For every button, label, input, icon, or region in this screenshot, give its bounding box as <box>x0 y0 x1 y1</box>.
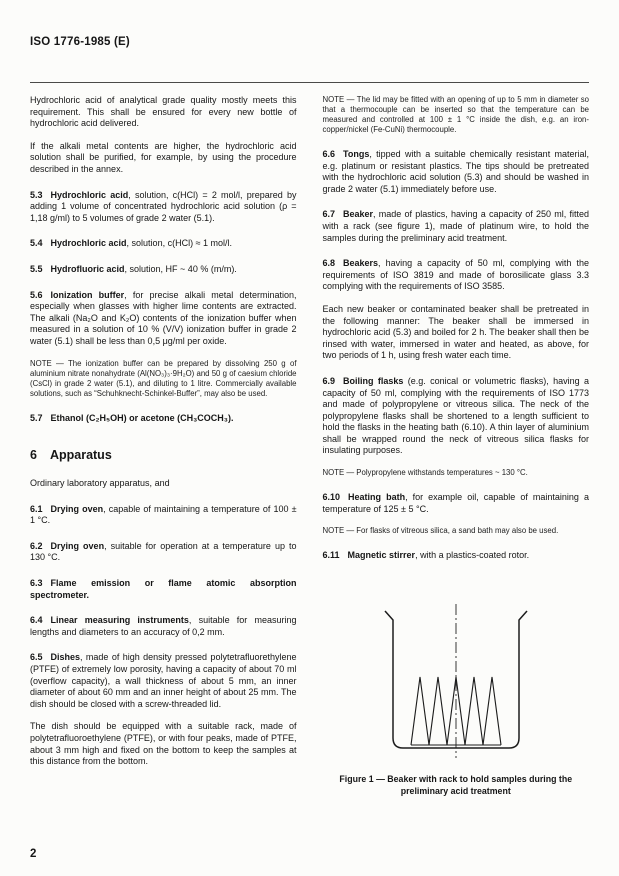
clause-term: Heating bath <box>348 492 406 503</box>
clause-term: Dishes <box>50 652 81 663</box>
section-number: 6 <box>30 448 37 463</box>
clause-6-2 <box>30 541 297 564</box>
clause-number: 6.6 <box>322 149 336 159</box>
clause-number: 6.10 <box>322 492 341 503</box>
clause-text: , solution, c(HCl) = 2 mol/l, prepared by adding 1 volume of concentrated hydrochloric acid solution (ρ = 1,18 g/ml) to 5 volumes of grade 2 water (5.1). <box>30 189 297 223</box>
page-number: 2 <box>30 848 37 860</box>
clause-number: 6.3 <box>30 578 43 589</box>
clause-text: , capable of maintaining a temperature of 100 ± 1 °C. <box>30 503 297 526</box>
clause-6-8 <box>323 258 590 293</box>
clause-number: 6.8 <box>322 258 336 269</box>
two-column-layout <box>30 95 589 798</box>
clause-6-10 <box>323 492 590 515</box>
clause-number: 6.9 <box>322 375 336 386</box>
section-6-heading <box>30 448 297 462</box>
clause-number: 5.4 <box>30 238 43 249</box>
clause-number: 6.5 <box>30 652 43 663</box>
clause-number: 6.4 <box>30 615 43 626</box>
paragraph: Each new beaker or contaminated beaker shall be pretreated in the following manner: The beaker shall be immersed in hydrochloric acid (5.3) and boiled for 2 h. The beaker shall then be rinsed with water, immersed in water and heated, as above, for two periods of 1 h, using fresh water each time. <box>322 303 589 361</box>
clause-number: 5.7 <box>30 412 43 423</box>
clause-text: , with a plastics-coated rotor. <box>415 550 530 561</box>
clause-text: , solution, HF ~ 40 % (m/m). <box>124 263 237 274</box>
clause-text: , made of plastics, having a capacity of 250 ml, fitted with a rack (see figure 1), made of platinum wire, to hold the samples during the preliminary acid treatment. <box>322 209 589 243</box>
clause-term: Drying oven <box>50 540 105 551</box>
clause-5-7 <box>30 413 297 425</box>
clause-number: 5.6 <box>30 289 43 300</box>
clause-number: 5.3 <box>30 189 43 200</box>
clause-6-6 <box>323 149 590 195</box>
clause-term: Hydrofluoric acid <box>50 263 125 274</box>
note: NOTE — For flasks of vitreous silica, a sand bath may also be used. <box>322 526 559 536</box>
clause-term: Boiling flasks <box>343 375 404 386</box>
section-title: Apparatus <box>49 448 112 463</box>
clause-term: Beakers <box>343 258 379 269</box>
clause-number: 6.2 <box>30 540 43 551</box>
note: NOTE — Polypropylene withstands temperatures ~ 130 °C. <box>322 468 528 478</box>
left-column <box>30 95 297 798</box>
clause-number: 6.7 <box>322 209 336 220</box>
clause-term: Beaker <box>343 209 374 220</box>
clause-6-5 <box>30 652 297 710</box>
clause-text: , solution, c(HCl) ≈ 1 mol/l. <box>126 238 233 249</box>
clause-6-3 <box>30 578 297 601</box>
note: NOTE — The lid may be fitted with an opening of up to 5 mm in diameter so that a thermocouple can be inserted so that the temperature can be measured and controlled at 100 ± 1 °C inside the dish, e.g. an iron-copper/nickel (Fe-CuNi) thermocouple. <box>322 95 589 134</box>
clause-6-11 <box>323 550 590 562</box>
clause-5-6 <box>30 290 297 348</box>
clause-text: , suitable for operation at a temperature up to 130 °C. <box>30 540 297 563</box>
paragraph: If the alkali metal contents are higher, the hydrochloric acid solution shall be purified, for example, by using the procedure described in the annex. <box>30 140 297 174</box>
clause-term: Magnetic stirrer <box>347 550 416 561</box>
clause-text: , made of high density pressed polytetrafluorethylene (PTFE) of extremely low porosity, having a capacity of about 70 ml (overflow capacity), a wall thickness of about 5 mm, an inner diameter of about 60 mm and an inner height of about 25 mm. The dish should be closed with a screw-threaded lid. <box>30 652 297 709</box>
clause-text: , having a capacity of 50 ml, complying with the requirements of ISO 3819 and made of borosilicate glass 3.3 complying with the requirements of ISO 3585. <box>322 258 589 292</box>
clause-6-4 <box>30 615 297 638</box>
clause-term: Tongs <box>343 149 370 159</box>
paragraph: Ordinary laboratory apparatus, and <box>30 478 170 489</box>
figure-caption: Figure 1 — Beaker with rack to hold samples during the preliminary acid treatment <box>339 773 573 797</box>
header-divider <box>30 82 589 83</box>
paragraph: The dish should be equipped with a suitable rack, made of polytetrafluoroethylene (PTFE), or with four peaks, made of PTFE, about 3 mm high and fixed on the bottom to keep the samples at this distance from the bottom. <box>30 721 297 767</box>
clause-term: Drying oven <box>50 503 104 514</box>
clause-text: (e.g. conical or volumetric flasks), having a capacity of 50 ml, complying with the requirements of ISO 1773 and made of polypropylene or vitreous silica. The neck of the polypropylene flasks shall be shortened to a length sufficient to hold the flasks in the heating bath (6.10). A thin layer of aluminium shall be wrapped round the neck of vitreous silica flasks for insulating purposes. <box>322 375 589 456</box>
clause-term: Flame emission or flame atomic absorption spectrometer. <box>30 578 297 600</box>
clause-term: Hydrochloric acid <box>50 189 129 200</box>
right-column <box>323 95 590 798</box>
clause-term: Ethanol (C₂H₅OH) or acetone (CH₃COCH₃). <box>50 412 234 423</box>
clause-number: 6.1 <box>30 503 43 514</box>
paragraph: Hydrochloric acid of analytical grade quality mostly meets this requirement. This shall be ensured for every new bottle of hydrochloric acid delivered. <box>30 95 297 129</box>
clause-number: 5.5 <box>30 263 43 274</box>
clause-text: , for precise alkali metal determination, especially when glasses with higher lime contents are extracted. The alkali (Na₂O and K₂O) contents of the ionization buffer when measured in a solution of 10 % (V/V) ionization buffer in grade 2 water (5.1) shall be less than 0,5 μg/ml per oxide. <box>30 289 297 346</box>
clause-6-1 <box>30 504 297 527</box>
clause-5-3 <box>30 190 297 225</box>
clause-6-7 <box>323 209 590 244</box>
note: NOTE — The ionization buffer can be prepared by dissolving 250 g of aluminium nitrate nonahydrate (Al(NO₃)₃·9H₂O) and 50 g of caesium chloride (CsCl) in grade 2 water (5.1), and diluting to 1 litre. Commercially available solutions, such as “Schuhknecht-Schinkel-Buffer”, may also be used. <box>30 358 297 398</box>
clause-5-5 <box>30 264 297 276</box>
beaker-drawing <box>371 602 541 760</box>
figure-1 <box>323 602 590 798</box>
clause-text: , for example oil, capable of maintaining a temperature of 125 ± 5 °C. <box>322 492 589 514</box>
clause-text: , tipped with a suitable chemically resistant material, e.g. platinum or resistant plastics. The tips should be pretreated with the hydrochloric acid solution (5.3) and should be washed in grade 2 water (5.1) immediately before use. <box>322 149 589 194</box>
clause-text: , suitable for measuring lengths and diameters to an accuracy of 0,2 mm. <box>30 615 297 637</box>
clause-5-4 <box>30 238 297 250</box>
clause-term: Hydrochloric acid <box>50 238 127 249</box>
clause-term: Ionization buffer <box>50 289 125 300</box>
clause-6-9 <box>323 376 590 457</box>
clause-number: 6.11 <box>322 550 340 561</box>
clause-term: Linear measuring instruments <box>50 615 189 626</box>
document-reference: ISO 1776-1985 (E) <box>30 36 130 48</box>
